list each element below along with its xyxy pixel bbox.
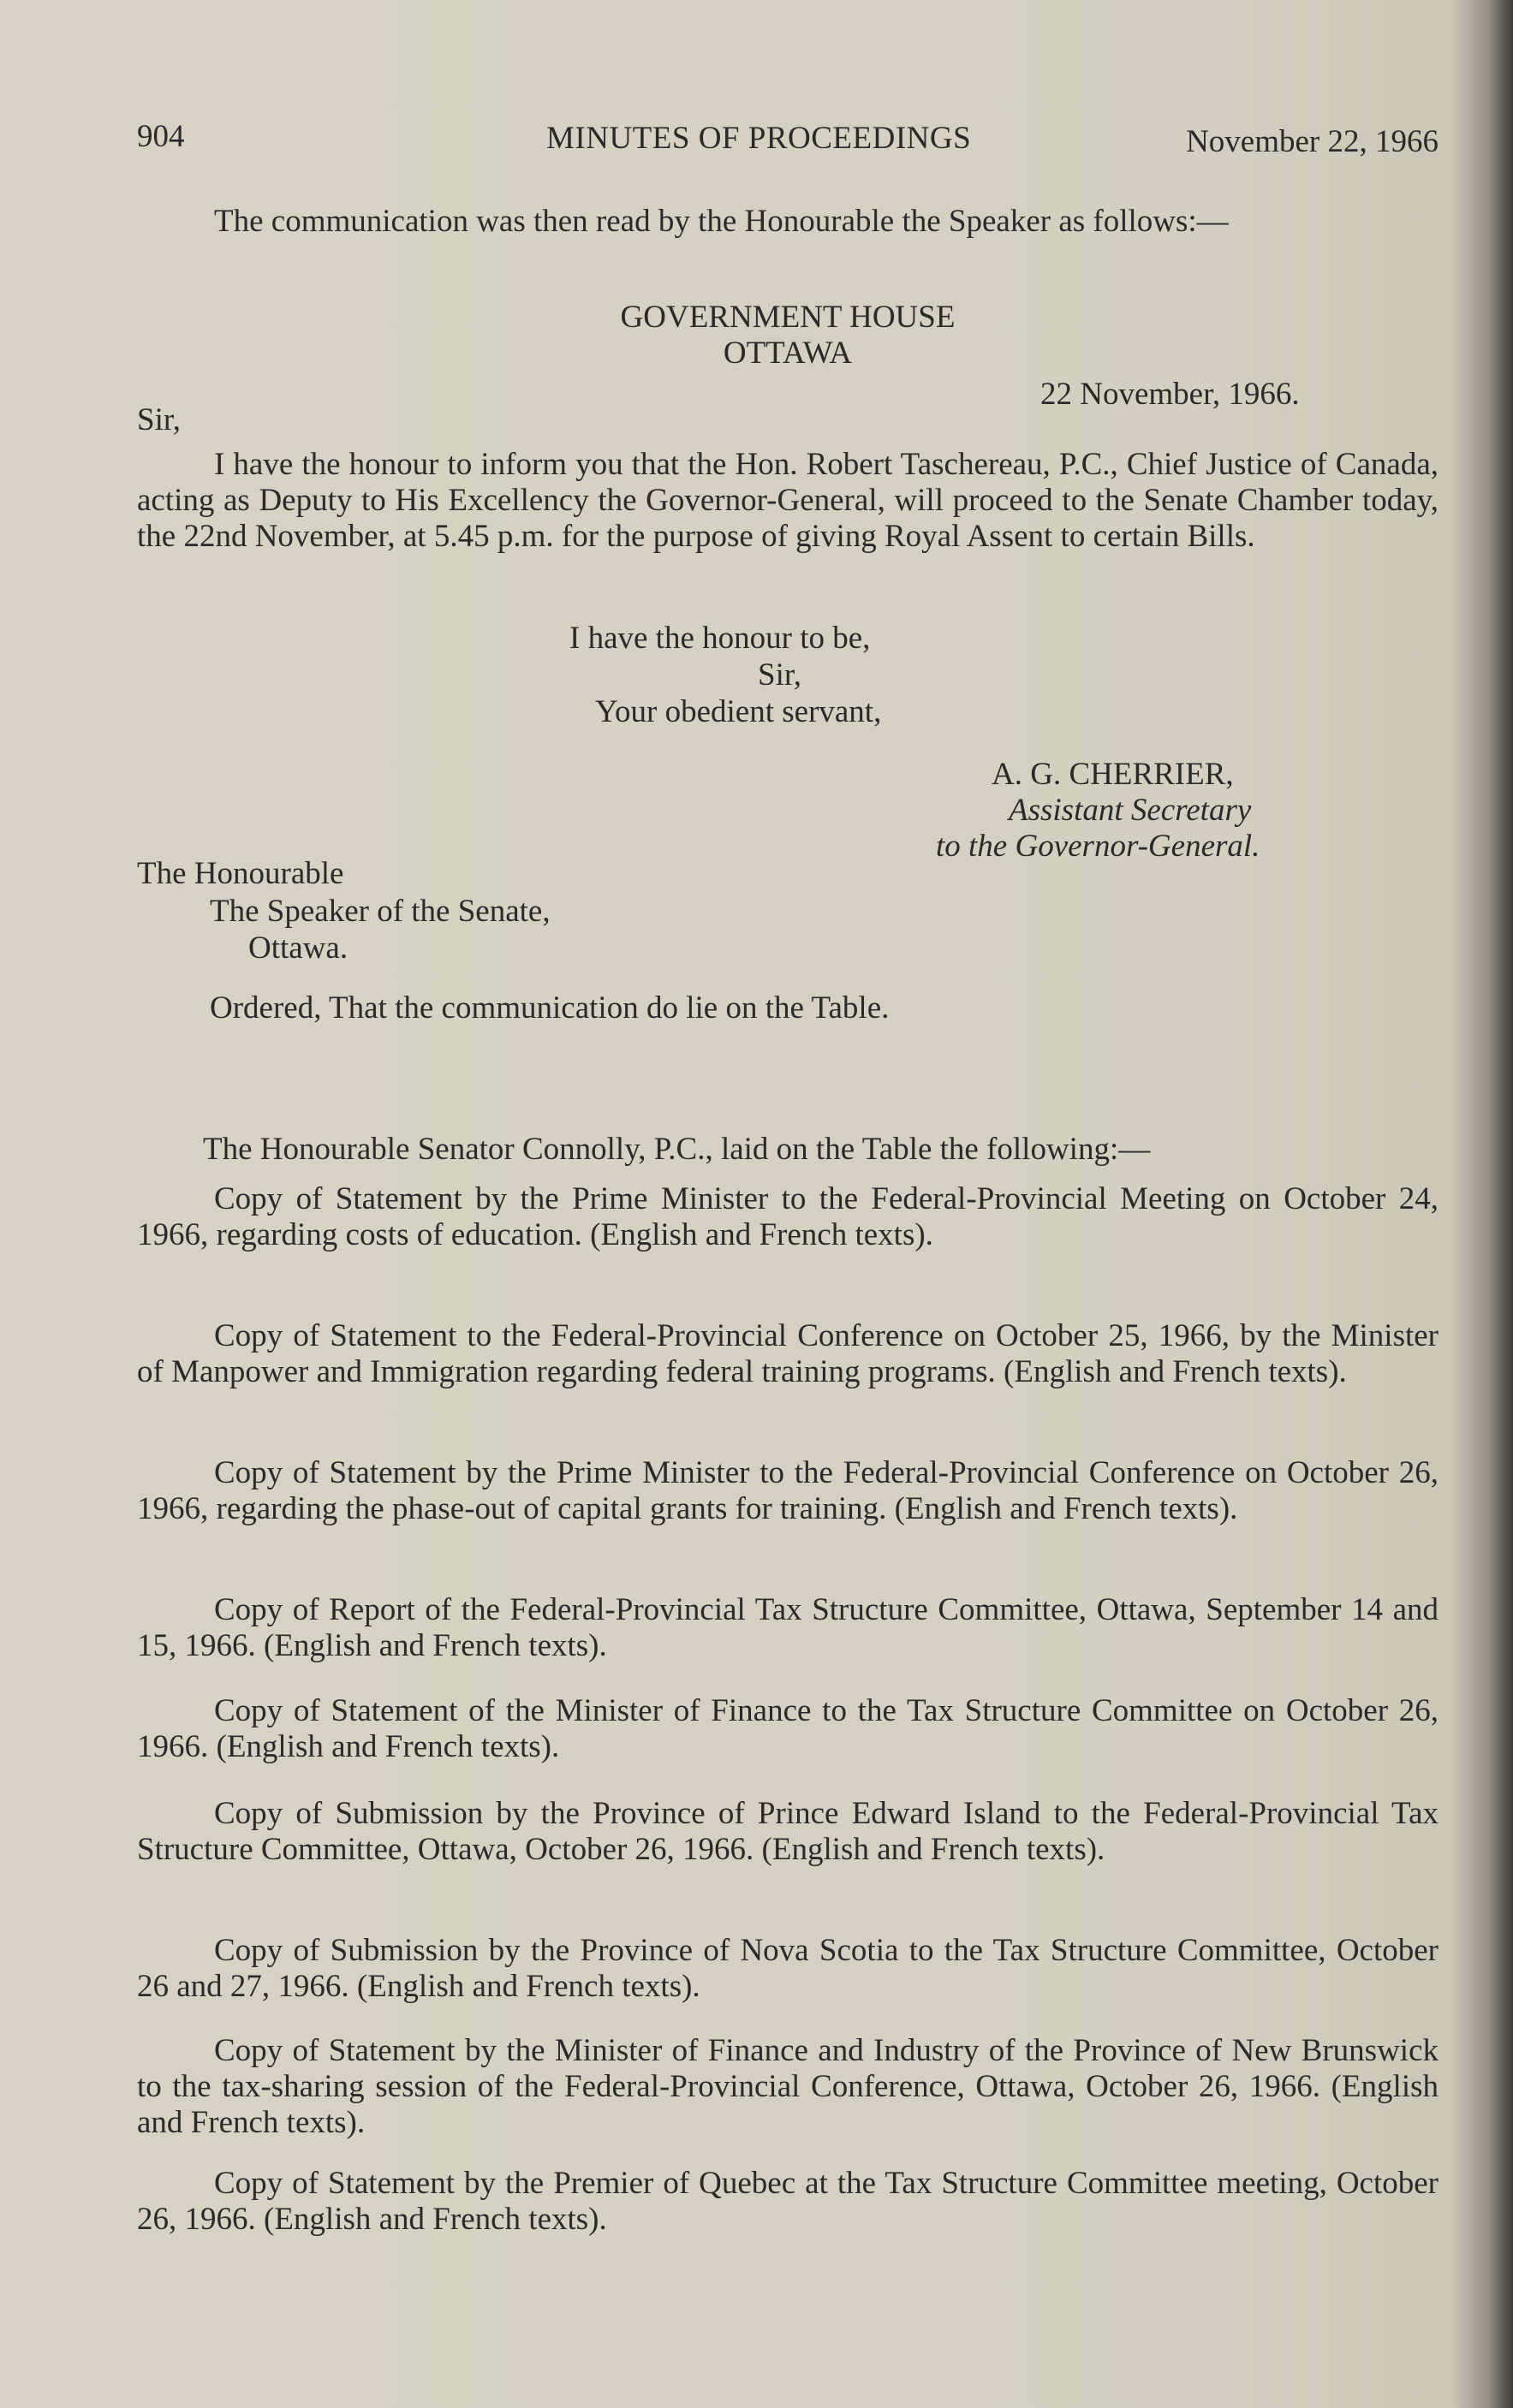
addressee-line-1: The Honourable [137, 856, 344, 891]
tabled-intro: The Honourable Senator Connolly, P.C., laid on the Table the following:— [203, 1132, 1151, 1167]
addressee-line-3: Ottawa. [248, 930, 348, 966]
closing-line-1: I have the honour to be, [569, 621, 871, 656]
letter-date: 22 November, 1966. [1040, 377, 1300, 412]
closing-line-2: Sir, [758, 657, 801, 693]
header-date: November 22, 1966 [1186, 124, 1439, 159]
header-title: MINUTES OF PROCEEDINGS [546, 121, 972, 156]
letter-salutation: Sir, [137, 402, 181, 437]
tabled-item: Copy of Submission by the Province of Prince Edward Island to the Federal-Provincial Tax Structure Committee, Ottawa, October 26, 1966. (English and French texts). [137, 1796, 1439, 1867]
letter-heading-2: OTTAWA [723, 336, 853, 371]
tabled-item: Copy of Statement by the Minister of Finance and Industry of the Province of New Brunswick to the tax-sharing session of the Federal-Provincial Conference, Ottawa, October 26, 1966. (English and French texts). [137, 2033, 1439, 2140]
page-number: 904 [137, 119, 185, 154]
tabled-item: Copy of Statement by the Prime Minister to the Federal-Provincial Conference on October 26, 1966, regarding the phase-out of capital grants for training. (English and French texts). [137, 1455, 1439, 1526]
ordered-paragraph: Ordered, That the communication do lie on the Table. [210, 990, 890, 1026]
running-header [137, 111, 1439, 163]
tabled-item: Copy of Statement by the Premier of Quebec at the Tax Structure Committee meeting, October 26, 1966. (English and French texts). [137, 2166, 1439, 2237]
signer-name: A. G. CHERRIER, [992, 757, 1234, 792]
tabled-item: Copy of Statement of the Minister of Finance to the Tax Structure Committee on October 26, 1966. (English and French texts). [137, 1693, 1439, 1764]
letter-heading-1: GOVERNMENT HOUSE [620, 300, 956, 335]
letter-body: I have the honour to inform you that the Hon. Robert Taschereau, P.C., Chief Justice of Canada, acting as Deputy to His Excellency the Governor-General, will proceed to the Senate Chamber today, the 22nd November, at 5.45 p.m. for the purpose of giving Royal Assent to certain Bills. [137, 447, 1439, 554]
tabled-item: Copy of Statement by the Prime Minister to the Federal-Provincial Meeting on October 24, 1966, regarding costs of education. (English and French texts). [137, 1181, 1439, 1252]
tabled-item: Copy of Submission by the Province of Nova Scotia to the Tax Structure Committee, October 26 and 27, 1966. (English and French texts). [137, 1933, 1439, 2004]
book-spine-shadow [1491, 0, 1513, 2408]
tabled-item: Copy of Report of the Federal-Provincial Tax Structure Committee, Ottawa, September 14 and 15, 1966. (English and French texts). [137, 1592, 1439, 1663]
addressee-line-2: The Speaker of the Senate, [210, 894, 551, 929]
closing-line-3: Your obedient servant, [595, 694, 882, 729]
tabled-item: Copy of Statement to the Federal-Provincial Conference on October 25, 1966, by the Minister of Manpower and Immigration regarding federal training programs. (English and French texts). [137, 1318, 1439, 1389]
intro-paragraph: The communication was then read by the Honourable the Speaker as follows:— [214, 204, 1229, 239]
signer-title-2: to the Governor-General. [936, 829, 1260, 864]
signer-title-1: Assistant Secretary [1009, 793, 1252, 828]
